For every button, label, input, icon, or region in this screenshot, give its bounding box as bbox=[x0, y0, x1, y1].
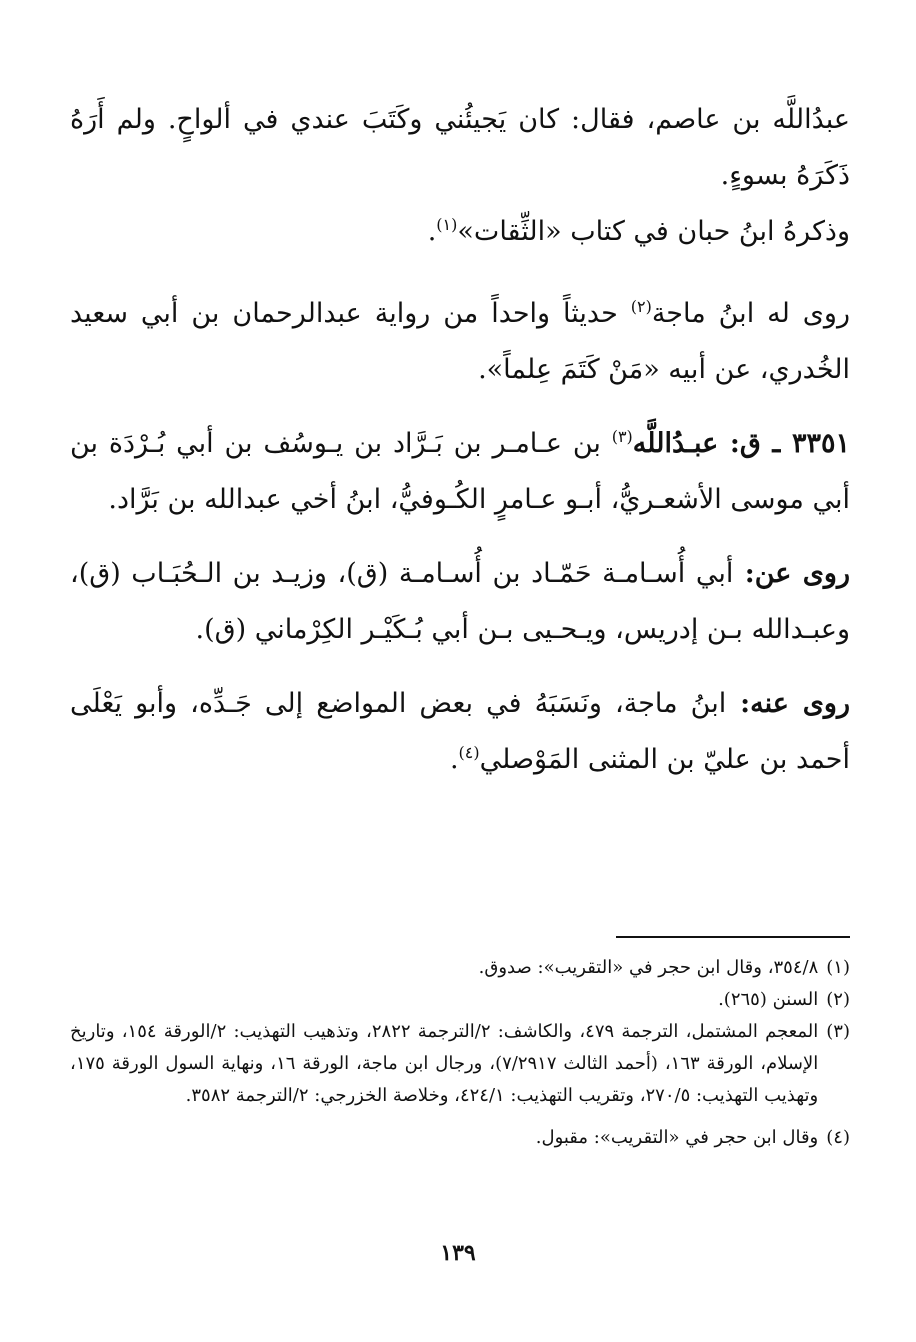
narrated-by-paragraph bbox=[70, 676, 850, 788]
footnote-separator bbox=[616, 936, 850, 938]
text-run: . bbox=[449, 744, 459, 775]
page-number: ١٣٩ bbox=[440, 1240, 476, 1266]
footnote-ref-1: (١) bbox=[436, 215, 458, 234]
text-run: حديثاً واحداً من رواية عبدالرحمان بن أبي سعيد الخُدري، عن أبيه «مَنْ كَتَمَ عِلماً». bbox=[70, 298, 850, 385]
footnote-3 bbox=[70, 1016, 850, 1112]
entry-heading: ٣٣٥١ ـ ق: عبـدُاللَّه bbox=[632, 428, 850, 459]
footnote-1 bbox=[70, 952, 850, 984]
footnote-number: (٣) bbox=[826, 1021, 850, 1042]
footnote-ref-4: (٤) bbox=[458, 743, 480, 762]
footnote-text: السنن (٢٦٥). bbox=[718, 989, 819, 1010]
footnote-2 bbox=[70, 984, 850, 1016]
paragraph-3 bbox=[70, 286, 850, 398]
text-run: بن عـامـر بن بَـرَّاد بن يـوسُف بن أبي بُـرْدَة بن أبي موسى الأشعـريُّ، أبـو عـامرٍ الكُـوفيُّ، ابنُ أخي عبدالله بن بَرَّاد. bbox=[70, 428, 850, 515]
footnote-text: المعجم المشتمل، الترجمة ٤٧٩، والكاشف: ٢/الترجمة ٢٨٢٢، وتذهيب التهذيب: ٢/الورقة ١٥٤، وتاريخ الإسلام، الورقة ١٦٣، (أحمد الثالث ٧/٢٩١٧)، ورجال ابن ماجة، الورقة ١٦، ونهاية السول الورقة ١٧٥، وتهذيب التهذيب: ٢٧٠/٥، وتقريب التهذيب: ٤٢٤/١، وخلاصة الخزرجي: ٢/الترجمة ٣٥٨٢. bbox=[70, 1021, 819, 1106]
section-label: روى عنه: bbox=[726, 688, 850, 719]
footnote-ref-3: (٣) bbox=[611, 427, 633, 446]
footnote-text: ٣٥٤/٨، وقال ابن حجر في «التقريب»: صدوق. bbox=[478, 957, 819, 978]
text-run: وذكرهُ ابنُ حبان في كتاب «الثِّقات» bbox=[457, 216, 850, 247]
text-run: ابنُ ماجة، ونَسَبَهُ في بعض المواضع إلى جَـدِّه، وأبو يَعْلَى أحمد بن عليّ بن المثنى المَوْصلي bbox=[70, 688, 850, 775]
section-label: روى عن: bbox=[733, 558, 851, 589]
paragraph-1 bbox=[70, 92, 850, 204]
footnote-number: (١) bbox=[826, 957, 850, 978]
text-run: عبدُاللَّه بن عاصم، فقال: كان يَجيئُني وكَتَبَ عندي في ألواحٍ. ولم أَرَهُ ذَكَرَهُ بسوءٍ. bbox=[70, 104, 850, 191]
entry-3351 bbox=[70, 416, 850, 528]
main-text bbox=[70, 92, 850, 788]
text-run: . bbox=[427, 216, 437, 247]
footnote-number: (٤) bbox=[826, 1127, 850, 1148]
text-run: أبي أُسـامـة حَمّـاد بن أُسـامـة (ق)، وزيـد بن الـحُبَـاب (ق)، وعبـدالله بـن إدريس، ويـحـيى بـن أبي بُـكَيْـر الكِرْماني (ق). bbox=[70, 558, 850, 645]
text-run: روى له ابنُ ماجة bbox=[651, 298, 850, 329]
footnote-4 bbox=[70, 1122, 850, 1154]
footnote-ref-2: (٢) bbox=[630, 297, 652, 316]
narrated-from-paragraph bbox=[70, 546, 850, 658]
paragraph-2 bbox=[70, 204, 850, 260]
footnote-number: (٢) bbox=[826, 989, 850, 1010]
footnotes bbox=[70, 952, 850, 1154]
footnote-text: وقال ابن حجر في «التقريب»: مقبول. bbox=[535, 1127, 819, 1148]
